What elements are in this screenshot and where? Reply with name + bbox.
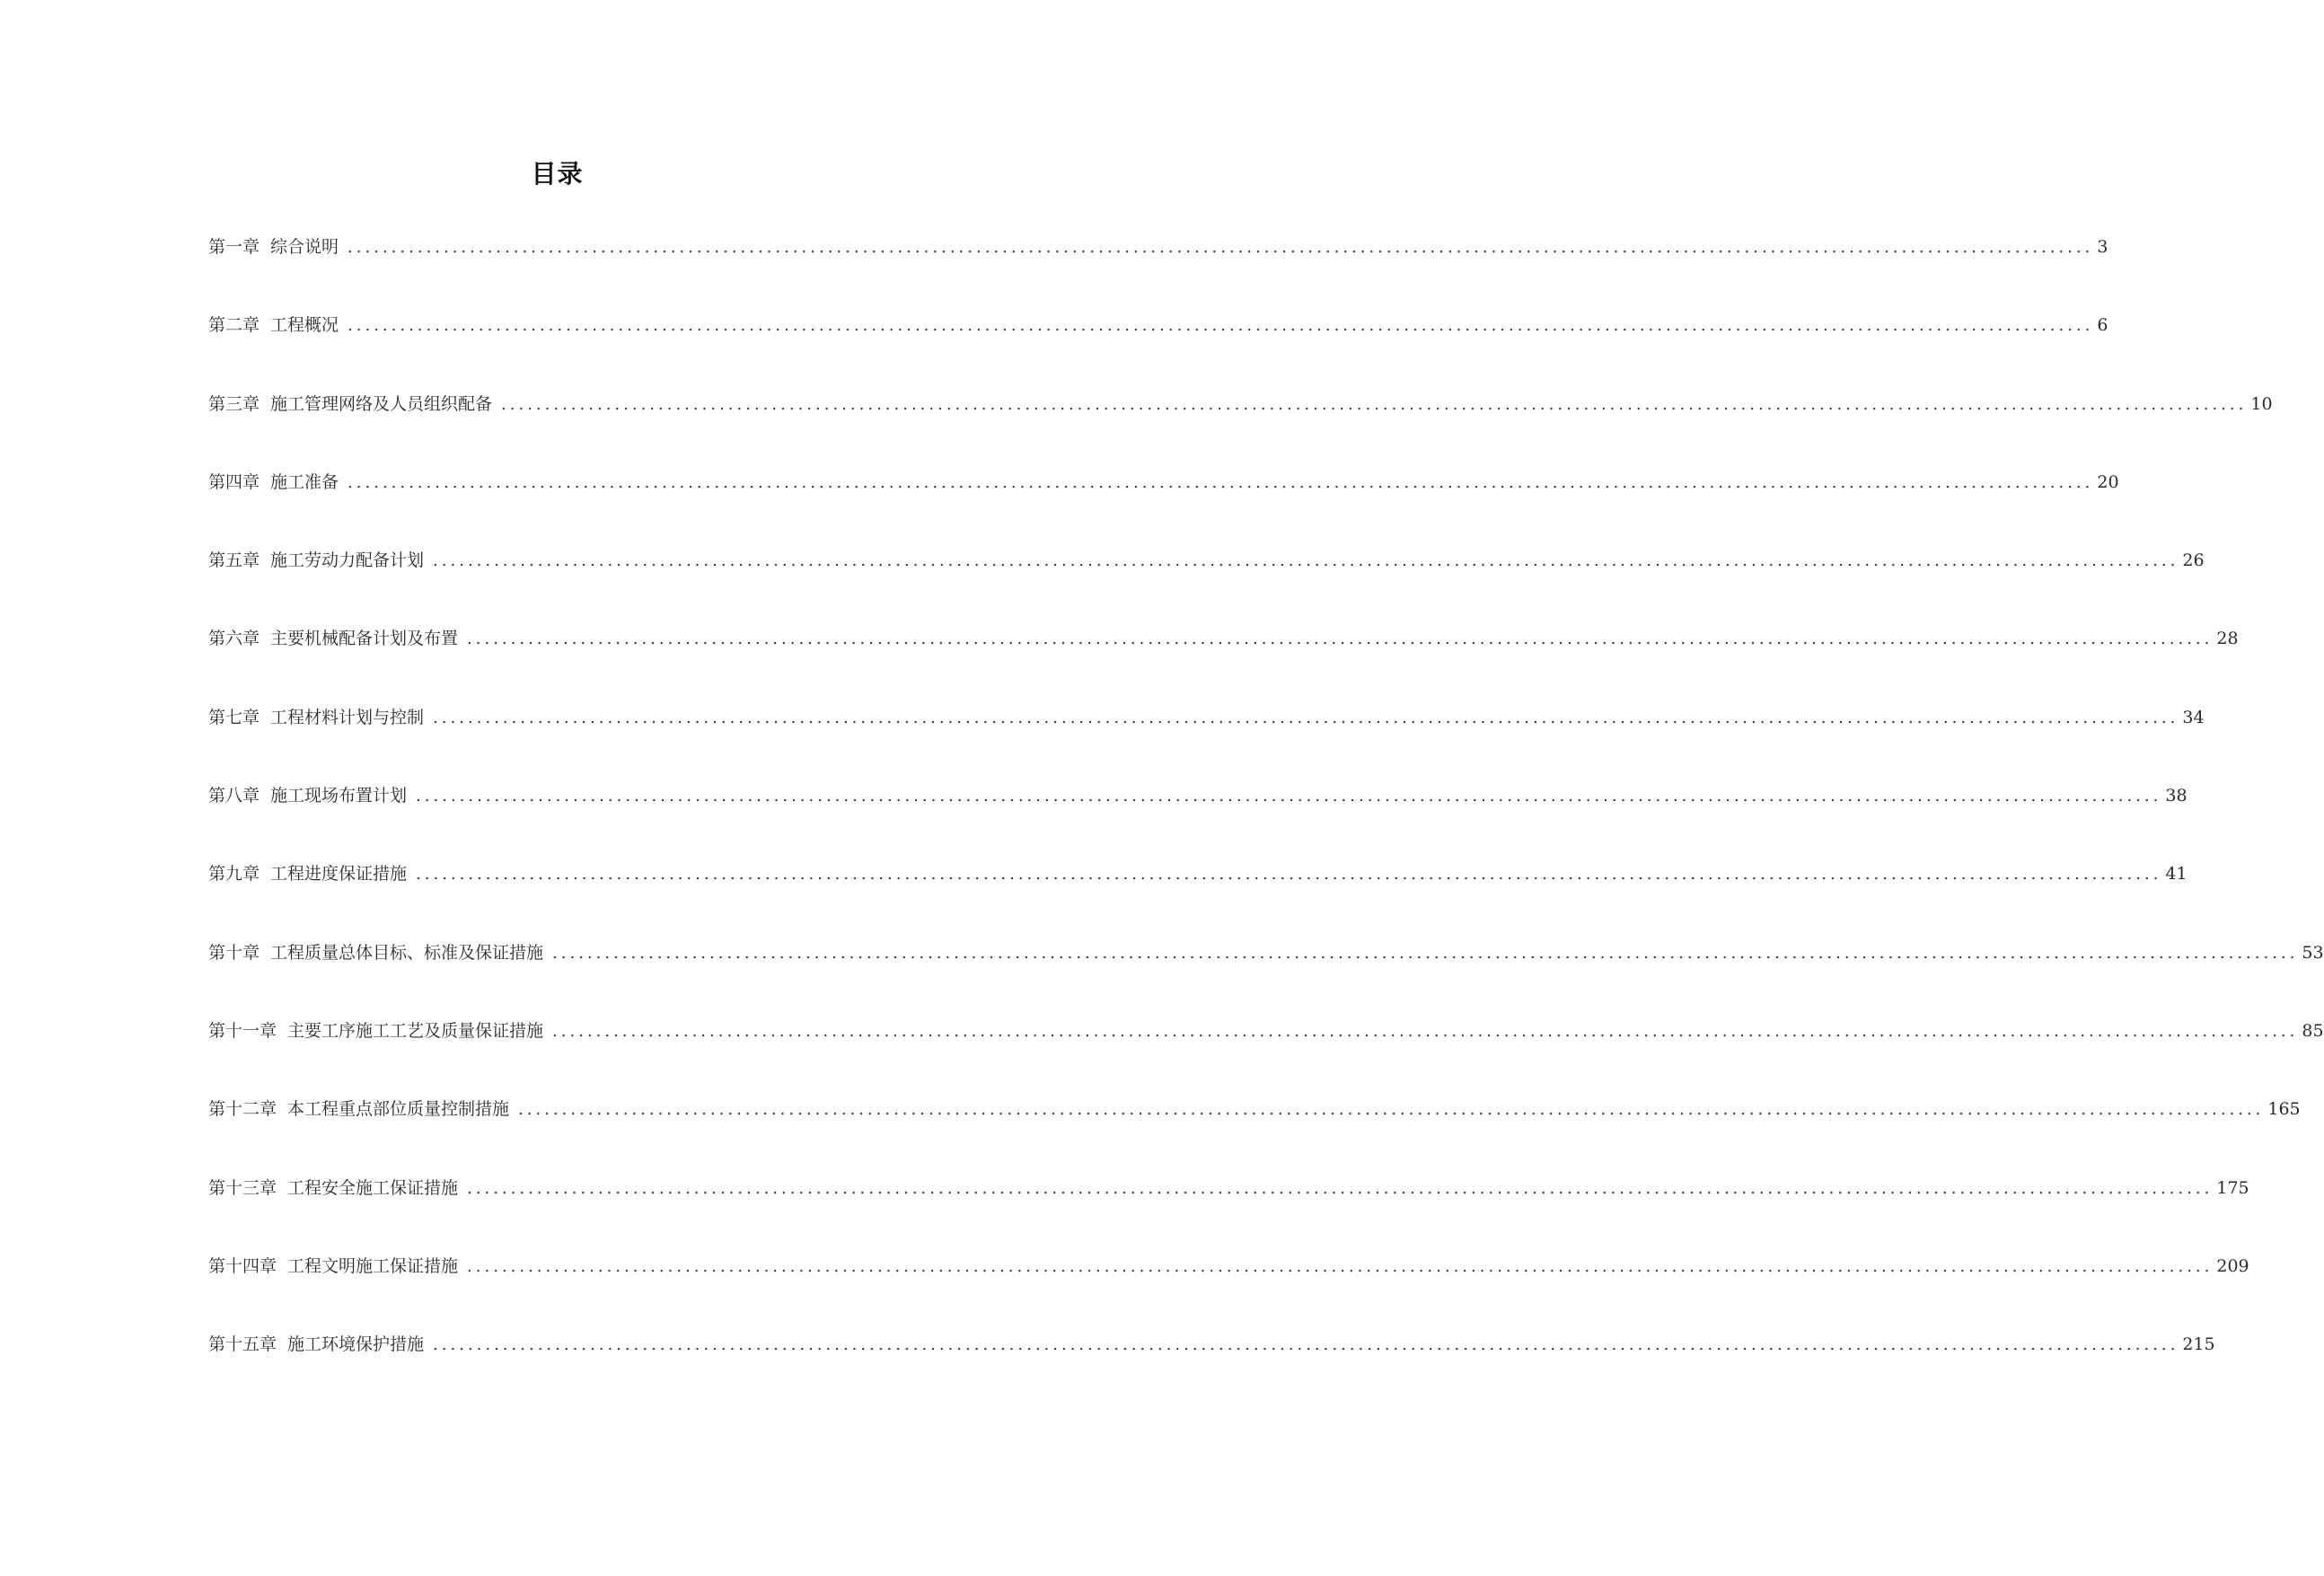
toc-entry[interactable]: [208, 1097, 2301, 1175]
toc-dot-leader: ........................................................................................................................................................................................................: [467, 1256, 2214, 1276]
toc-chapter-title: 工程材料计划与控制: [270, 707, 425, 727]
toc-dot-leader: ........................................................................................................................................................................................................: [348, 472, 2094, 492]
toc-page-number: 38: [2165, 786, 2188, 806]
toc-chapter-title: 施工环境保护措施: [287, 1334, 425, 1355]
toc-page-number: 53: [2302, 942, 2324, 963]
toc-chapter-number: 第四章: [208, 471, 260, 492]
toc-chapter-title: 主要机械配备计划及布置: [270, 629, 459, 649]
toc-chapter-number: 第八章: [208, 786, 260, 806]
toc-chapter-number: 第十五章: [208, 1334, 277, 1355]
toc-dot-leader: ........................................................................................................................................................................................................: [348, 238, 2094, 257]
toc-dot-leader: ........................................................................................................................................................................................................: [518, 1100, 2265, 1120]
toc-dot-leader: ........................................................................................................................................................................................................: [433, 551, 2179, 571]
toc-chapter-title: 工程进度保证措施: [270, 864, 408, 885]
toc-chapter-number: 第二章: [208, 315, 260, 336]
toc-chapter-title: 主要工序施工工艺及质量保证措施: [287, 1020, 544, 1041]
toc-entry[interactable]: [208, 549, 2205, 627]
toc-page-number: 209: [2216, 1255, 2249, 1276]
toc-chapter-title: 工程概况: [270, 315, 339, 336]
toc-chapter-title: 综合说明: [270, 237, 339, 257]
toc-chapter-title: 施工准备: [270, 471, 339, 492]
toc-chapter-title: 工程质量总体目标、标准及保证措施: [270, 942, 544, 963]
toc-entry[interactable]: [208, 1176, 2249, 1255]
toc-dot-leader: ........................................................................................................................................................................................................: [552, 943, 2299, 963]
toc-page-number: 175: [2216, 1177, 2249, 1198]
toc-page-number: 3: [2097, 237, 2108, 257]
toc-entry[interactable]: [208, 784, 2188, 862]
toc-entry[interactable]: [208, 392, 2273, 471]
toc-dot-leader: ........................................................................................................................................................................................................: [416, 787, 2162, 806]
toc-chapter-title: 本工程重点部位质量控制措施: [287, 1099, 510, 1120]
toc-dot-leader: ........................................................................................................................................................................................................: [348, 316, 2094, 336]
toc-chapter-title: 工程安全施工保证措施: [287, 1177, 459, 1198]
page-title: 目录: [531, 159, 584, 189]
toc-chapter-title: 施工劳动力配备计划: [270, 550, 425, 571]
toc-entry[interactable]: [208, 1255, 2249, 1333]
toc-entry[interactable]: [208, 235, 2108, 313]
toc-entry[interactable]: [208, 1019, 2324, 1097]
toc-entry[interactable]: [208, 862, 2188, 940]
toc-entry[interactable]: [208, 941, 2324, 1019]
toc-page-number: 26: [2182, 550, 2205, 571]
toc-page-number: 10: [2250, 393, 2273, 414]
toc-dot-leader: ........................................................................................................................................................................................................: [416, 865, 2162, 885]
toc-chapter-title: 施工现场布置计划: [270, 786, 408, 806]
toc-page-number: 34: [2182, 707, 2205, 727]
toc-chapter-title: 工程文明施工保证措施: [287, 1255, 459, 1276]
toc-chapter-number: 第五章: [208, 550, 260, 571]
toc-entry[interactable]: [208, 313, 2108, 392]
toc-chapter-title: 施工管理网络及人员组织配备: [270, 393, 493, 414]
toc-dot-leader: ........................................................................................................................................................................................................: [433, 708, 2179, 727]
toc-page-number: 85: [2302, 1020, 2324, 1041]
toc-dot-leader: ........................................................................................................................................................................................................: [501, 394, 2248, 414]
toc-dot-leader: ........................................................................................................................................................................................................: [552, 1021, 2299, 1041]
toc-page-number: 41: [2165, 864, 2188, 885]
toc-page-number: 215: [2182, 1334, 2215, 1355]
toc-page-number: 20: [2097, 471, 2119, 492]
toc-chapter-number: 第十一章: [208, 1020, 277, 1041]
toc-entry[interactable]: [208, 471, 2119, 549]
toc-dot-leader: ........................................................................................................................................................................................................: [467, 630, 2214, 649]
toc-chapter-number: 第一章: [208, 237, 260, 257]
toc-chapter-number: 第十二章: [208, 1099, 277, 1120]
toc-chapter-number: 第十四章: [208, 1255, 277, 1276]
toc-chapter-number: 第十三章: [208, 1177, 277, 1198]
toc-entry[interactable]: [208, 706, 2205, 784]
toc-entry[interactable]: [208, 627, 2239, 705]
table-of-contents: [208, 235, 2324, 1411]
toc-dot-leader: ........................................................................................................................................................................................................: [433, 1335, 2179, 1355]
toc-chapter-number: 第九章: [208, 864, 260, 885]
toc-entry[interactable]: [208, 1333, 2215, 1411]
toc-chapter-number: 第十章: [208, 942, 260, 963]
toc-chapter-number: 第六章: [208, 629, 260, 649]
toc-page-number: 165: [2267, 1099, 2301, 1120]
toc-chapter-number: 第七章: [208, 707, 260, 727]
toc-dot-leader: ........................................................................................................................................................................................................: [467, 1178, 2214, 1198]
toc-page-number: 6: [2097, 315, 2108, 336]
toc-page-number: 28: [2216, 629, 2239, 649]
toc-chapter-number: 第三章: [208, 393, 260, 414]
